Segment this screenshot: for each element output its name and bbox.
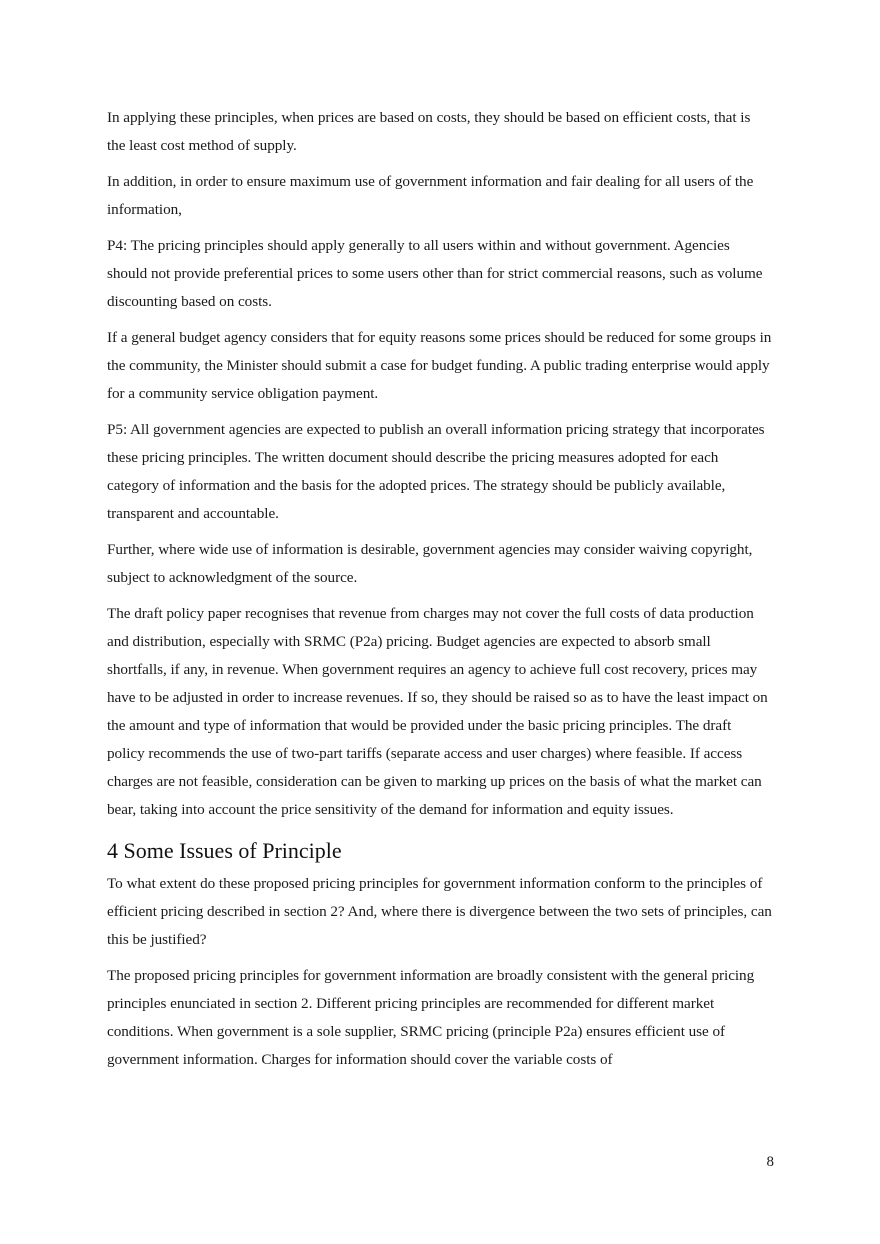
document-body [107,104,772,1082]
paragraph-equity-budget: If a general budget agency considers that for equity reasons some prices should be reduced for some groups in the community, the Minister should submit a case for budget funding. A public trading enterprise would apply for a community service obligation payment. [107,329,772,402]
paragraph-conformity-question: To what extent do these proposed pricing principles for government information conform to the principles of efficient pricing described in section 2? And, where there is divergence between the two sets of principles, can this be justified? [107,875,772,948]
page-number: 8 [766,1154,774,1170]
paragraph-broadly-consistent: The proposed pricing principles for government information are broadly consistent with the general pricing principles enunciated in section 2. Different pricing principles are recommended for different market conditions. When government is a sole supplier, SRMC pricing (principle P2a) ensures efficient use of government information. Charges for information should cover the variable costs of [107,967,755,1068]
paragraph-draft-policy: The draft policy paper recognises that revenue from charges may not cover the full costs of data production and distribution, especially with SRMC (P2a) pricing. Budget agencies are expected to absorb small shortfalls, if any, in revenue. When government requires an agency to achieve full cost recovery, prices may have to be adjusted in order to increase revenues. If so, they should be raised so as to have the least impact on the amount and type of information that would be provided under the basic pricing principles. The draft policy recommends the use of two-part tariffs (separate access and user charges) where feasible. If access charges are not feasible, consideration can be given to marking up prices on the basis of what the market can bear, taking into account the price sensitivity of the demand for information and equity issues. [107,605,768,818]
paragraph-efficient-costs: In applying these principles, when prices are based on costs, they should be based on efficient costs, that is the least cost method of supply. [107,109,751,154]
paragraph-fair-dealing: In addition, in order to ensure maximum use of government information and fair dealing for all users of the information, [107,173,754,218]
paragraph-copyright: Further, where wide use of information is desirable, government agencies may consider waiving copyright, subject to acknowledgment of the source. [107,541,753,586]
section-heading: 4 Some Issues of Principle [107,838,342,863]
paragraph-principle-p5: P5: All government agencies are expected to publish an overall information pricing strategy that incorporates these pricing principles. The written document should describe the pricing measures adopted for each category of information and the basis for the adopted prices. The strategy should be publicly available, transparent and accountable. [107,421,765,522]
paragraph-principle-p4: P4: The pricing principles should apply generally to all users within and without government. Agencies should not provide preferential prices to some users other than for strict commercial reasons, such as volume discounting based on costs. [107,237,763,310]
